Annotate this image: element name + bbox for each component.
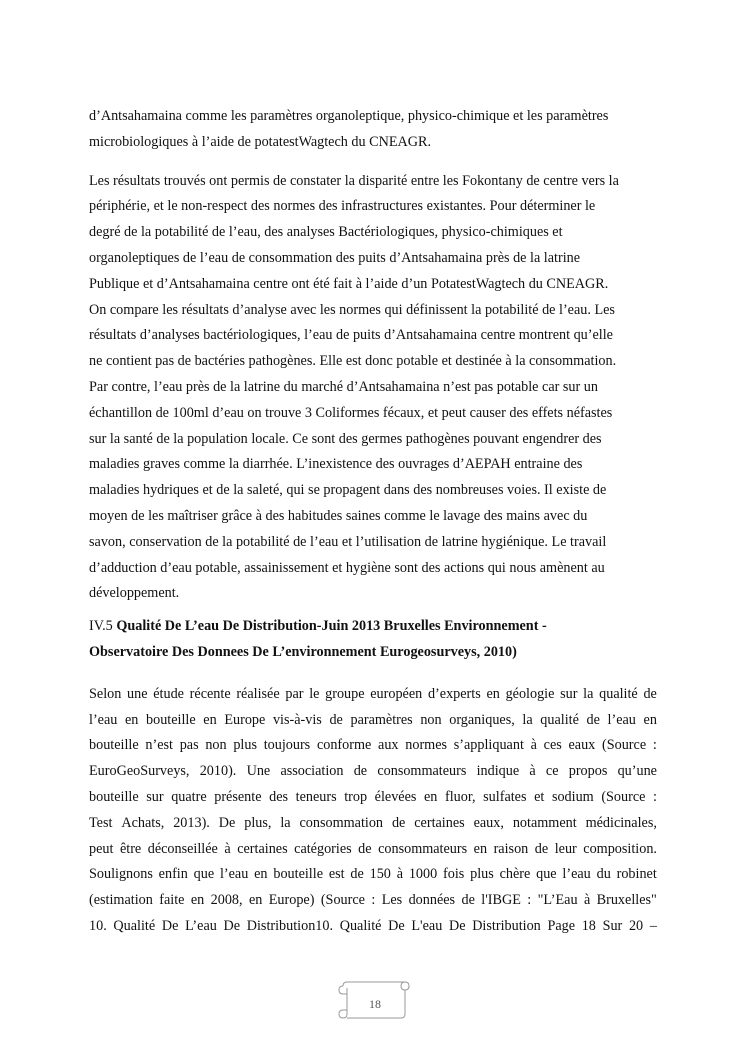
text-line: d’Antsahamaina comme les paramètres organoleptique, physico-chimique et les paramètres	[89, 108, 609, 124]
text-line: bouteille n’est pas non plus toujours conforme aux normes s’appliquant à ces eaux (Source :	[89, 737, 657, 754]
section-title-line-1: Qualité De L’eau De Distribution-Juin 2013 Bruxelles Environnement -	[116, 618, 547, 635]
text-line: maladies graves comme la diarrhée. L’inexistence des ouvrages d’AEPAH entraine des	[89, 456, 583, 473]
text-line: Par contre, l’eau près de la latrine du marché d’Antsahamaina n’est pas potable car sur un	[89, 378, 598, 395]
text-line: degré de la potabilité de l’eau, des analyses Bactériologiques, physico-chimiques et	[89, 224, 563, 241]
text-line: peut être déconseillée à certaines catégories de consommateurs en raison de leur composition.	[89, 840, 657, 857]
text-line: Soulignons enfin que l’eau en bouteille est de 150 à 1000 fois plus chère que l’eau du robinet	[89, 866, 657, 883]
text-line: sur la santé de la population locale. Ce sont des germes pathogènes pouvant engendrer des	[89, 430, 602, 447]
section-number: IV.5	[89, 618, 113, 635]
text-line: résultats d’analyses bactériologiques, l’eau de puits d’Antsahamaina centre montrent qu’elle	[89, 327, 613, 344]
text-line: périphérie, et le non-respect des normes des infrastructures existantes. Pour déterminer le	[89, 198, 596, 215]
text-line: Les résultats trouvés ont permis de constater la disparité entre les Fokontany de centre vers la	[89, 172, 619, 189]
text-line: Selon une étude récente réalisée par le groupe européen d’experts en géologie sur la qualité de	[89, 685, 657, 702]
paragraph-intro	[89, 104, 657, 156]
page-number: 18	[369, 997, 381, 1011]
text-line: échantillon de 100ml d’eau on trouve 3 Coliformes fécaux, et peut causer des effets néfastes	[89, 404, 613, 421]
text-line: On compare les résultats d’analyse avec les normes qui définissent la potabilité de l’eau. Les	[89, 301, 615, 318]
text-line: EuroGeoSurveys, 2010). Une association de consommateurs indique à ce propos qu’une	[89, 763, 657, 780]
text-line: 10. Qualité De L’eau De Distribution10. Qualité De L'eau De Distribution Page 18 Sur 20 –	[89, 917, 657, 934]
text-line: d’adduction d’eau potable, assainissement et hygiène sont des actions qui nous amènent au	[89, 559, 605, 576]
text-line: ne contient pas de bactéries pathogènes. Elle est donc potable et destinée à la consommation.	[89, 353, 617, 370]
section-heading	[89, 614, 657, 666]
text-line: maladies hydriques et de la saleté, qui se propagent dans des nombreuses voies. Il existe de	[89, 482, 607, 499]
text-line: moyen de les maîtriser grâce à des habitudes saines comme le lavage des mains avec du	[89, 507, 588, 524]
document-body	[89, 104, 657, 940]
text-line: (estimation faite en 2008, en Europe) (Source : Les données de l'IBGE : "L’Eau à Bruxelles"	[89, 892, 657, 909]
text-line: microbiologiques à l’aide de potatestWagtech du CNEAGR.	[89, 133, 432, 150]
text-line: Test Achats, 2013). De plus, la consommation de certaines eaux, notamment médicinales,	[89, 814, 657, 831]
section-title-line-2: Observatoire Des Donnees De L’environnement Eurogeosurveys, 2010)	[89, 643, 517, 660]
page-footer	[335, 980, 407, 1020]
text-line: bouteille sur quatre présente des teneurs trop élevées en fluor, sulfates et sodium (Source :	[89, 788, 657, 805]
text-line: l’eau en bouteille en Europe vis-à-vis de paramètres non organiques, la qualité de l’eau en	[89, 711, 657, 728]
paragraph-bottled-water	[89, 682, 657, 940]
paragraph-results	[89, 169, 657, 608]
text-line: savon, conservation de la potabilité de l’eau et l’utilisation de latrine hygiénique. Le travail	[89, 533, 607, 550]
text-line: organoleptiques de l’eau de consommation des puits d’Antsahamaina près de la latrine	[89, 249, 581, 266]
text-line: développement.	[89, 585, 180, 602]
text-line: Publique et d’Antsahamaina centre ont été fait à l’aide d’un PotatestWagtech du CNEAGR.	[89, 275, 609, 292]
